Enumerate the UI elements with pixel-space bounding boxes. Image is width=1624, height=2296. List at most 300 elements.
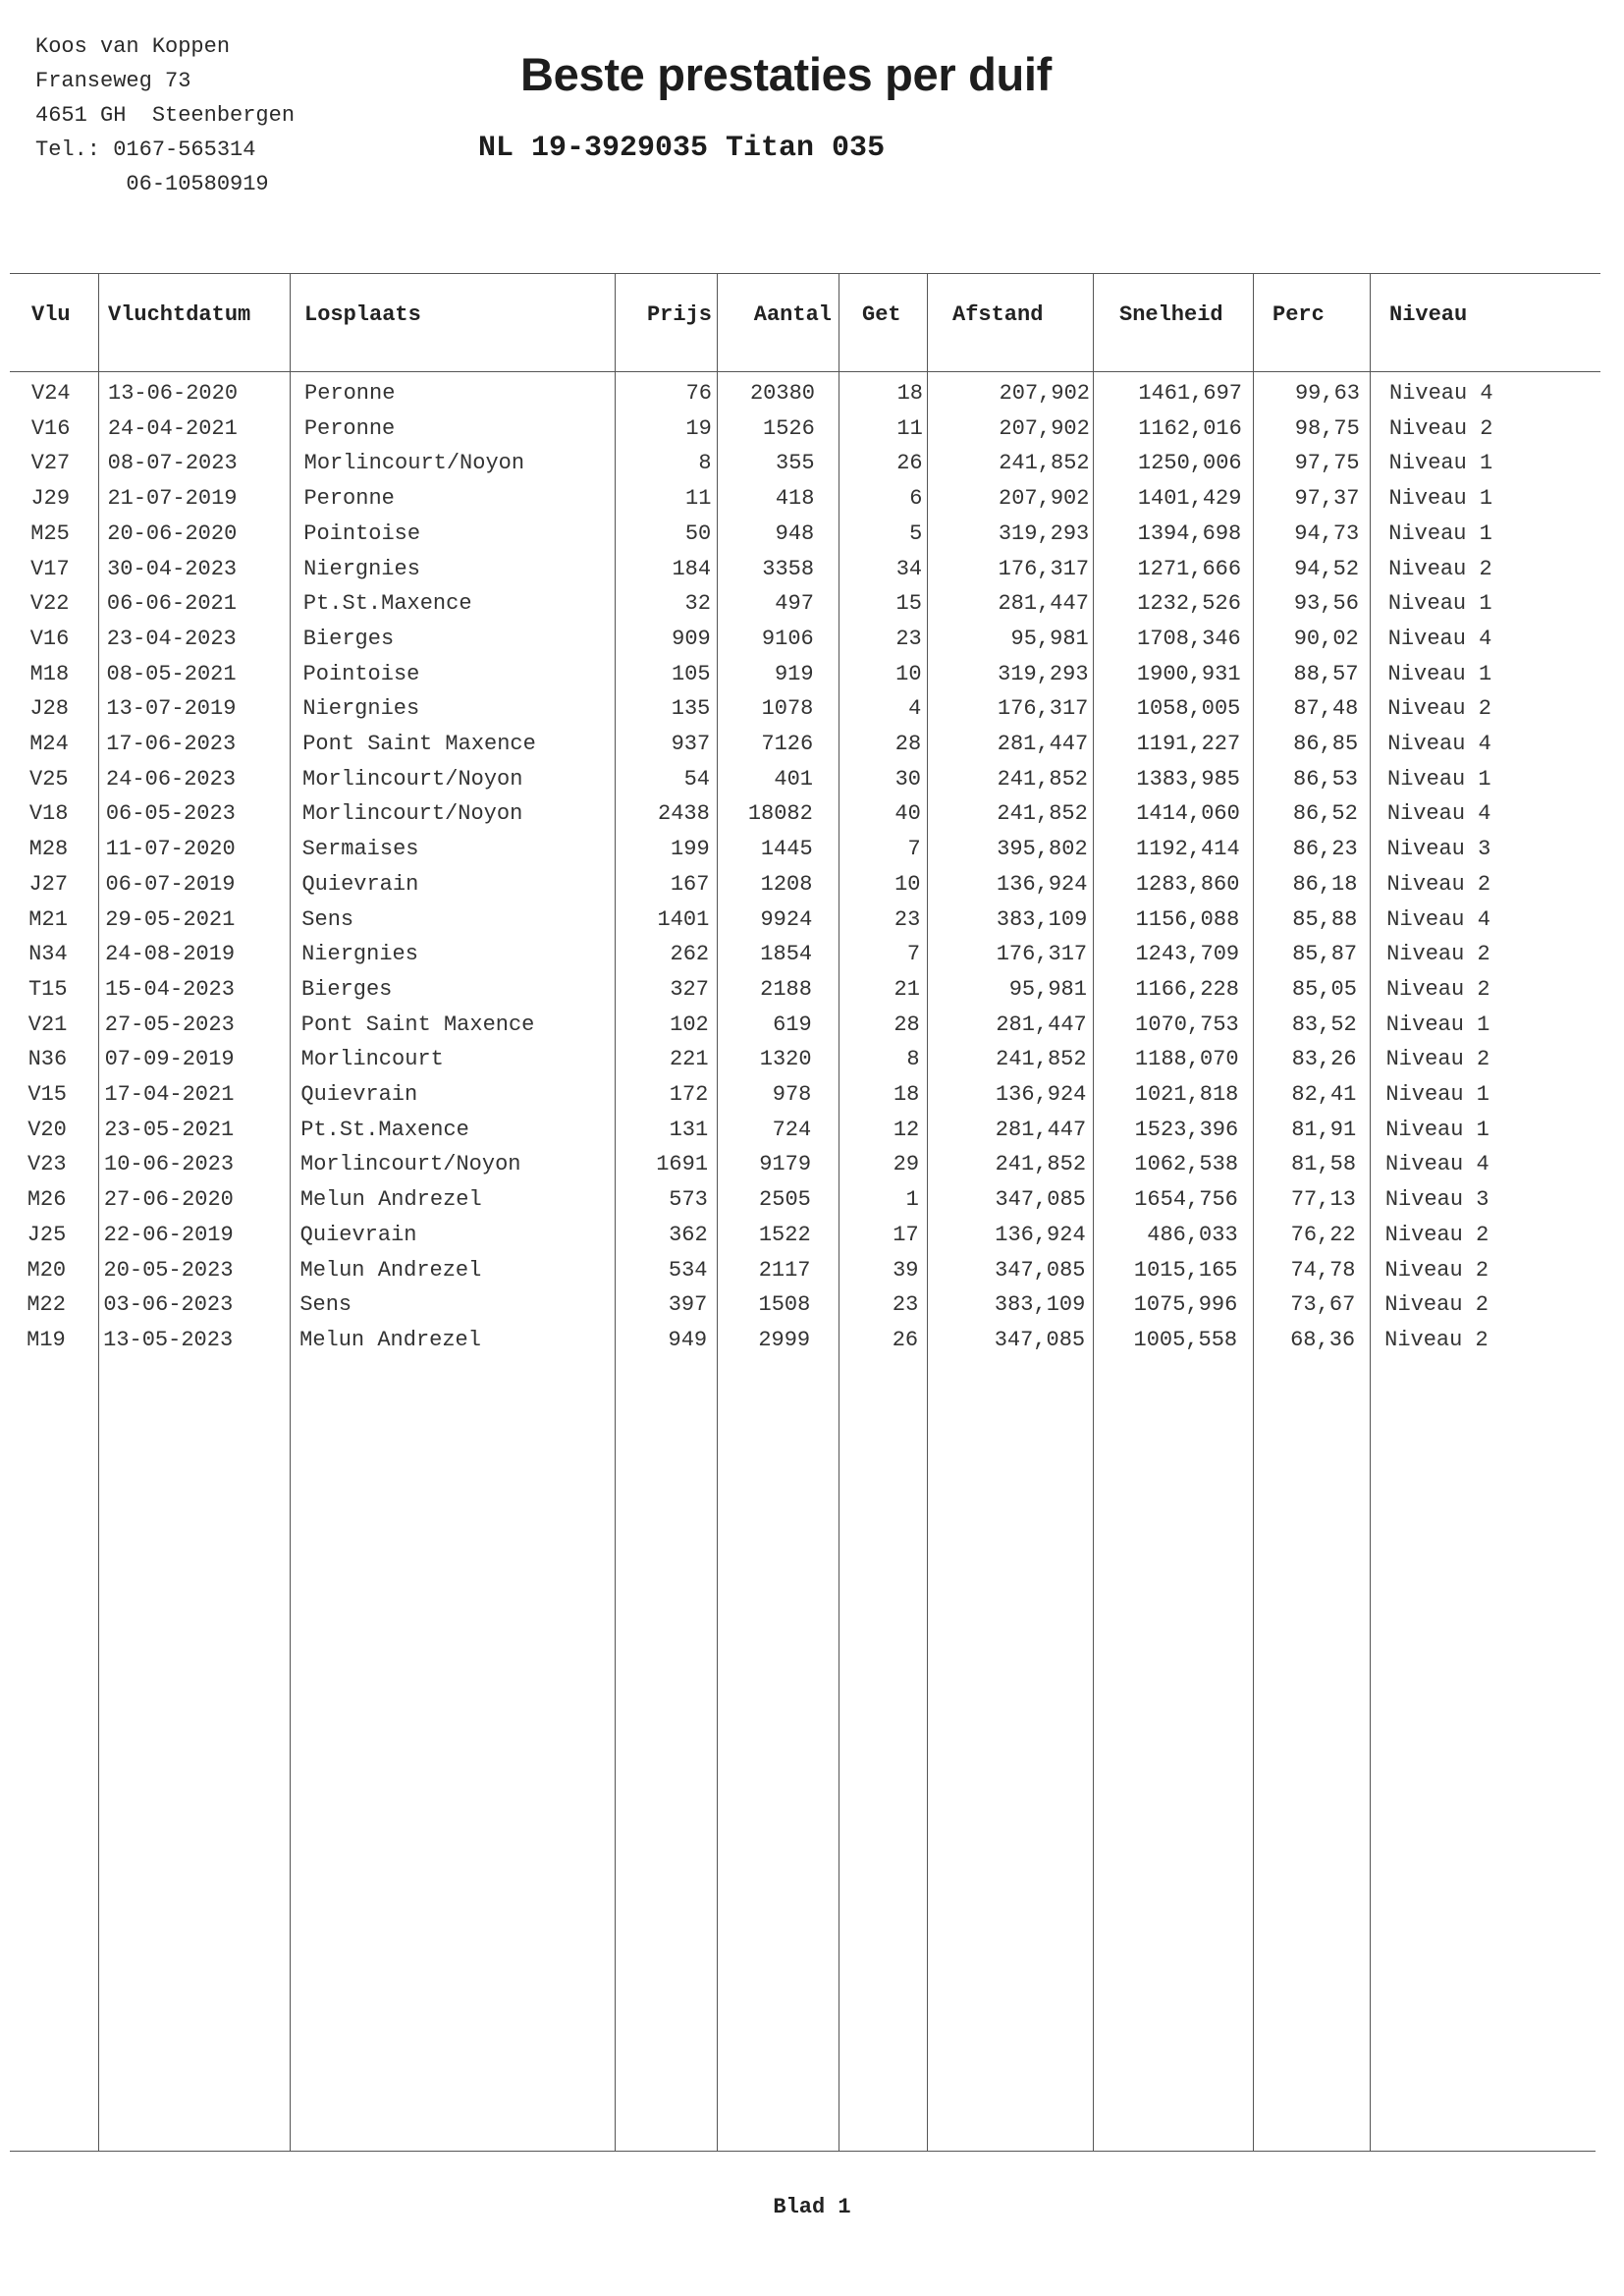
cell-get: 34 xyxy=(895,556,923,581)
cell-get: 10 xyxy=(894,871,921,897)
cell-vlu: V27 xyxy=(30,451,71,476)
cell-losplaats: Morlincourt xyxy=(300,1047,444,1072)
cell-vluchtdatum: 13-05-2023 xyxy=(103,1327,234,1352)
cell-afstand: 176,317 xyxy=(997,696,1089,722)
cell-losplaats: Quievrain xyxy=(301,871,419,897)
cell-afstand: 383,109 xyxy=(996,906,1088,932)
cell-losplaats: Pointoise xyxy=(303,520,421,546)
table-row xyxy=(10,1292,1606,1328)
header-divider xyxy=(10,371,1600,372)
cell-afstand: 241,852 xyxy=(997,766,1089,792)
cell-niveau: Niveau 4 xyxy=(1389,381,1493,406)
table-row xyxy=(10,1223,1606,1258)
cell-vlu: V21 xyxy=(27,1011,68,1037)
cell-prijs: 76 xyxy=(685,381,712,406)
table-row xyxy=(10,591,1606,627)
cell-prijs: 167 xyxy=(670,871,710,897)
cell-get: 26 xyxy=(896,451,923,476)
cell-vluchtdatum: 10-06-2023 xyxy=(104,1152,235,1177)
cell-afstand: 136,924 xyxy=(997,871,1088,897)
cell-vlu: J28 xyxy=(29,696,69,722)
cell-afstand: 95,981 xyxy=(1008,976,1087,1002)
cell-losplaats: Morlincourt/Noyon xyxy=(301,801,523,827)
cell-snelheid: 1156,088 xyxy=(1135,906,1240,932)
cell-snelheid: 1232,526 xyxy=(1137,591,1241,617)
cell-losplaats: Pont Saint Maxence xyxy=(302,732,536,756)
cell-losplaats: Bierges xyxy=(300,976,393,1002)
cell-perc: 83,26 xyxy=(1291,1047,1357,1072)
table-row xyxy=(10,801,1606,837)
cell-niveau: Niveau 2 xyxy=(1384,1257,1489,1283)
cell-get: 29 xyxy=(893,1152,920,1177)
cell-perc: 85,88 xyxy=(1292,906,1358,932)
table-row xyxy=(10,521,1606,557)
cell-prijs: 199 xyxy=(671,837,710,862)
cell-snelheid: 1191,227 xyxy=(1136,732,1241,756)
cell-perc: 86,23 xyxy=(1292,837,1358,862)
cell-aantal: 1522 xyxy=(758,1222,811,1247)
cell-niveau: Niveau 2 xyxy=(1386,871,1491,897)
cell-get: 17 xyxy=(893,1222,919,1247)
cell-aantal: 9106 xyxy=(761,626,814,651)
cell-get: 7 xyxy=(907,837,921,862)
cell-aantal: 2188 xyxy=(760,976,812,1002)
cell-losplaats: Niergnies xyxy=(302,696,420,722)
cell-snelheid: 1075,996 xyxy=(1133,1292,1238,1318)
cell-afstand: 95,981 xyxy=(1010,626,1089,651)
table-row xyxy=(10,1082,1606,1118)
cell-get: 18 xyxy=(893,1082,920,1107)
cell-vlu: M21 xyxy=(28,906,68,932)
cell-niveau: Niveau 2 xyxy=(1384,1222,1489,1247)
cell-vluchtdatum: 17-04-2021 xyxy=(104,1082,235,1107)
cell-snelheid: 1708,346 xyxy=(1137,626,1241,651)
cell-vlu: V15 xyxy=(27,1082,67,1107)
cell-snelheid: 1015,165 xyxy=(1133,1257,1238,1283)
table-row xyxy=(10,1118,1606,1153)
cell-perc: 74,78 xyxy=(1290,1257,1356,1283)
cell-vluchtdatum: 30-04-2023 xyxy=(107,556,238,581)
sender-address xyxy=(35,29,295,201)
cell-prijs: 135 xyxy=(671,696,711,722)
cell-get: 23 xyxy=(895,626,922,651)
cell-snelheid: 1070,753 xyxy=(1135,1011,1239,1037)
cell-get: 26 xyxy=(892,1327,919,1352)
cell-prijs: 362 xyxy=(669,1222,708,1247)
table-row xyxy=(10,1152,1606,1187)
column-header-snelheid: Snelheid xyxy=(1119,302,1223,327)
cell-losplaats: Melun Andrezel xyxy=(299,1257,482,1283)
cell-afstand: 347,085 xyxy=(994,1327,1086,1352)
cell-vluchtdatum: 24-08-2019 xyxy=(105,942,236,967)
cell-losplaats: Morlincourt/Noyon xyxy=(302,766,523,792)
column-header-afstand: Afstand xyxy=(952,302,1044,327)
cell-vluchtdatum: 27-05-2023 xyxy=(104,1011,235,1037)
cell-losplaats: Morlincourt/Noyon xyxy=(300,1152,521,1177)
cell-get: 28 xyxy=(894,732,922,756)
table-row xyxy=(10,627,1606,662)
cell-niveau: Niveau 2 xyxy=(1388,415,1493,441)
cell-perc: 94,52 xyxy=(1294,556,1360,581)
column-header-perc: Perc xyxy=(1272,302,1325,327)
table-row xyxy=(10,837,1606,872)
cell-afstand: 383,109 xyxy=(994,1292,1086,1318)
cell-prijs: 184 xyxy=(672,556,712,581)
cell-aantal: 1208 xyxy=(760,871,813,897)
cell-get: 23 xyxy=(892,1292,919,1318)
cell-prijs: 105 xyxy=(671,661,711,686)
cell-prijs: 534 xyxy=(668,1257,708,1283)
table-row xyxy=(10,872,1606,907)
sender-line: Tel.: 0167-565314 xyxy=(35,137,256,162)
cell-afstand: 281,447 xyxy=(998,591,1089,617)
cell-get: 23 xyxy=(893,906,921,932)
cell-aantal: 1320 xyxy=(759,1047,812,1072)
cell-prijs: 262 xyxy=(670,942,710,967)
cell-afstand: 319,293 xyxy=(998,520,1090,546)
cell-vluchtdatum: 24-06-2023 xyxy=(106,766,237,792)
cell-aantal: 1854 xyxy=(760,942,813,967)
cell-afstand: 241,852 xyxy=(996,1047,1087,1072)
cell-get: 21 xyxy=(893,976,920,1002)
cell-vluchtdatum: 17-06-2023 xyxy=(106,732,237,756)
cell-niveau: Niveau 4 xyxy=(1386,906,1490,932)
table-row xyxy=(10,1328,1606,1363)
cell-losplaats: Peronne xyxy=(303,486,395,512)
table-row xyxy=(10,977,1606,1012)
cell-vluchtdatum: 23-05-2021 xyxy=(104,1117,235,1142)
cell-get: 39 xyxy=(893,1257,919,1283)
cell-aantal: 418 xyxy=(775,486,815,512)
cell-perc: 97,75 xyxy=(1294,451,1360,476)
cell-vluchtdatum: 27-06-2020 xyxy=(103,1187,234,1213)
page-title: Beste prestaties per duif xyxy=(520,48,1053,100)
cell-perc: 93,56 xyxy=(1293,591,1359,617)
table-row xyxy=(10,662,1606,697)
cell-snelheid: 1188,070 xyxy=(1134,1047,1239,1072)
cell-afstand: 136,924 xyxy=(995,1082,1087,1107)
cell-afstand: 136,924 xyxy=(995,1222,1086,1247)
cell-prijs: 397 xyxy=(668,1292,708,1318)
cell-perc: 86,85 xyxy=(1293,732,1359,756)
cell-snelheid: 1383,985 xyxy=(1136,766,1241,792)
cell-snelheid: 1192,414 xyxy=(1136,837,1240,862)
cell-aantal: 3358 xyxy=(762,556,815,581)
cell-aantal: 9924 xyxy=(760,906,813,932)
cell-snelheid: 1021,818 xyxy=(1134,1082,1239,1107)
cell-snelheid: 1243,709 xyxy=(1135,942,1240,967)
cell-vluchtdatum: 08-05-2021 xyxy=(106,661,237,686)
cell-get: 11 xyxy=(896,415,923,441)
cell-vlu: V25 xyxy=(29,766,69,792)
cell-prijs: 327 xyxy=(670,976,709,1002)
cell-vluchtdatum: 07-09-2019 xyxy=(104,1047,235,1072)
cell-snelheid: 1401,429 xyxy=(1137,486,1242,512)
cell-snelheid: 1523,396 xyxy=(1134,1117,1239,1142)
cell-snelheid: 1062,538 xyxy=(1134,1152,1239,1177)
cell-prijs: 937 xyxy=(671,732,711,756)
cell-perc: 83,52 xyxy=(1291,1011,1357,1037)
table-row xyxy=(10,451,1606,486)
cell-aantal: 2117 xyxy=(758,1257,811,1283)
cell-niveau: Niveau 4 xyxy=(1387,732,1491,756)
cell-prijs: 131 xyxy=(669,1117,709,1142)
cell-snelheid: 1654,756 xyxy=(1134,1187,1238,1213)
cell-niveau: Niveau 1 xyxy=(1387,591,1492,617)
cell-vluchtdatum: 15-04-2023 xyxy=(104,976,235,1002)
cell-get: 28 xyxy=(893,1011,920,1037)
cell-prijs: 573 xyxy=(669,1187,708,1213)
cell-snelheid: 1900,931 xyxy=(1136,661,1241,686)
cell-vluchtdatum: 21-07-2019 xyxy=(107,486,238,512)
cell-perc: 81,91 xyxy=(1291,1117,1357,1142)
cell-vlu: J25 xyxy=(27,1222,67,1247)
table-row xyxy=(10,696,1606,732)
cell-snelheid: 486,033 xyxy=(1147,1222,1238,1247)
cell-vlu: T15 xyxy=(27,976,68,1002)
cell-losplaats: Melun Andrezel xyxy=(299,1327,481,1352)
cell-perc: 85,87 xyxy=(1292,942,1358,967)
cell-vlu: J29 xyxy=(30,486,71,512)
table-row xyxy=(10,907,1606,943)
cell-prijs: 221 xyxy=(669,1047,709,1072)
cell-aantal: 355 xyxy=(776,451,815,476)
cell-vluchtdatum: 13-07-2019 xyxy=(106,696,237,722)
cell-aantal: 497 xyxy=(775,591,814,617)
cell-vlu: M18 xyxy=(29,661,70,686)
cell-perc: 97,37 xyxy=(1294,486,1360,512)
cell-vluchtdatum: 22-06-2019 xyxy=(103,1222,234,1247)
column-header-prijs: Prijs xyxy=(646,302,712,327)
cell-snelheid: 1461,697 xyxy=(1138,381,1242,406)
cell-prijs: 1691 xyxy=(656,1152,709,1177)
cell-losplaats: Quievrain xyxy=(299,1222,417,1247)
cell-perc: 90,02 xyxy=(1293,626,1359,651)
cell-vluchtdatum: 24-04-2021 xyxy=(107,415,238,441)
cell-vluchtdatum: 13-06-2020 xyxy=(108,381,239,406)
cell-get: 7 xyxy=(906,942,921,967)
cell-get: 6 xyxy=(909,486,923,512)
cell-niveau: Niveau 3 xyxy=(1386,837,1491,862)
cell-prijs: 54 xyxy=(683,766,711,792)
cell-perc: 85,05 xyxy=(1291,976,1357,1002)
cell-vlu: V16 xyxy=(30,415,71,441)
cell-perc: 73,67 xyxy=(1290,1292,1356,1318)
cell-afstand: 281,447 xyxy=(996,1011,1087,1037)
cell-losplaats: Peronne xyxy=(304,381,396,406)
cell-aantal: 2505 xyxy=(759,1187,811,1213)
cell-perc: 87,48 xyxy=(1293,696,1359,722)
cell-afstand: 241,852 xyxy=(999,451,1090,476)
cell-niveau: Niveau 1 xyxy=(1385,1011,1490,1037)
cell-vluchtdatum: 08-07-2023 xyxy=(107,451,238,476)
cell-vluchtdatum: 29-05-2021 xyxy=(105,906,236,932)
cell-losplaats: Morlincourt/Noyon xyxy=(303,451,525,476)
cell-vluchtdatum: 20-06-2020 xyxy=(107,520,238,546)
cell-get: 4 xyxy=(908,696,922,722)
cell-aantal: 2999 xyxy=(758,1327,811,1352)
cell-niveau: Niveau 2 xyxy=(1386,942,1490,967)
table-row xyxy=(10,1187,1606,1223)
cell-niveau: Niveau 1 xyxy=(1385,1117,1489,1142)
cell-vlu: N36 xyxy=(27,1047,68,1072)
cell-losplaats: Pont Saint Maxence xyxy=(300,1011,535,1037)
cell-afstand: 395,802 xyxy=(997,837,1088,862)
cell-prijs: 172 xyxy=(669,1082,709,1107)
cell-get: 30 xyxy=(894,766,922,792)
column-header-vlu: Vlu xyxy=(31,302,71,327)
cell-vlu: V20 xyxy=(27,1117,67,1142)
cell-niveau: Niveau 2 xyxy=(1388,556,1492,581)
cell-vlu: V18 xyxy=(28,801,69,827)
cell-losplaats: Niergnies xyxy=(301,942,418,967)
cell-vlu: V24 xyxy=(31,381,71,406)
cell-niveau: Niveau 4 xyxy=(1385,1152,1489,1177)
sender-line: Koos van Koppen xyxy=(35,34,231,59)
column-header-aantal: Aantal xyxy=(753,302,832,327)
cell-vlu: V23 xyxy=(27,1152,67,1177)
cell-losplaats: Sens xyxy=(299,1292,352,1318)
cell-vlu: M25 xyxy=(30,520,70,546)
cell-aantal: 9179 xyxy=(759,1152,812,1177)
cell-niveau: Niveau 2 xyxy=(1385,976,1490,1002)
cell-aantal: 724 xyxy=(772,1117,812,1142)
cell-afstand: 319,293 xyxy=(998,661,1089,686)
table-row xyxy=(10,486,1606,521)
cell-vlu: M22 xyxy=(27,1292,66,1318)
cell-perc: 86,52 xyxy=(1292,801,1358,827)
cell-niveau: Niveau 2 xyxy=(1384,1292,1489,1318)
cell-perc: 98,75 xyxy=(1294,415,1360,441)
cell-aantal: 1508 xyxy=(758,1292,811,1318)
cell-niveau: Niveau 1 xyxy=(1388,451,1493,476)
cell-niveau: Niveau 1 xyxy=(1387,766,1491,792)
table-bottom-border xyxy=(10,2151,1596,2152)
cell-afstand: 347,085 xyxy=(995,1187,1086,1213)
cell-niveau: Niveau 1 xyxy=(1387,661,1492,686)
cell-afstand: 207,902 xyxy=(999,486,1090,512)
cell-aantal: 7126 xyxy=(761,732,814,756)
cell-vlu: V16 xyxy=(29,626,70,651)
cell-vluchtdatum: 06-07-2019 xyxy=(105,871,236,897)
cell-afstand: 281,447 xyxy=(995,1117,1087,1142)
cell-vlu: M24 xyxy=(29,732,69,756)
cell-snelheid: 1005,558 xyxy=(1133,1327,1238,1352)
cell-vlu: M26 xyxy=(27,1187,67,1213)
cell-afstand: 176,317 xyxy=(998,556,1090,581)
cell-niveau: Niveau 4 xyxy=(1387,626,1492,651)
table-row xyxy=(10,942,1606,977)
cell-vlu: V17 xyxy=(30,556,70,581)
table-row xyxy=(10,416,1606,452)
cell-niveau: Niveau 1 xyxy=(1388,520,1492,546)
cell-aantal: 919 xyxy=(774,661,814,686)
cell-vluchtdatum: 03-06-2023 xyxy=(103,1292,234,1318)
cell-vluchtdatum: 11-07-2020 xyxy=(105,837,236,862)
cell-snelheid: 1166,228 xyxy=(1135,976,1239,1002)
cell-afstand: 347,085 xyxy=(995,1257,1086,1283)
cell-get: 18 xyxy=(896,381,923,406)
sender-line: 4651 GH Steenbergen xyxy=(35,103,296,128)
cell-aantal: 948 xyxy=(775,520,815,546)
cell-perc: 76,22 xyxy=(1290,1222,1356,1247)
cell-perc: 86,18 xyxy=(1292,871,1358,897)
cell-vlu: N34 xyxy=(28,942,68,967)
cell-snelheid: 1250,006 xyxy=(1138,451,1242,476)
cell-aantal: 1526 xyxy=(763,415,815,441)
cell-prijs: 1401 xyxy=(657,906,710,932)
cell-aantal: 401 xyxy=(774,766,814,792)
cell-vlu: M28 xyxy=(28,837,69,862)
table-row xyxy=(10,381,1606,416)
cell-prijs: 2438 xyxy=(658,801,710,827)
cell-aantal: 1078 xyxy=(761,696,814,722)
cell-snelheid: 1394,698 xyxy=(1137,520,1242,546)
cell-snelheid: 1058,005 xyxy=(1136,696,1241,722)
cell-losplaats: Niergnies xyxy=(303,556,420,581)
cell-niveau: Niveau 1 xyxy=(1388,486,1493,512)
cell-losplaats: Pointoise xyxy=(302,661,420,686)
cell-losplaats: Sens xyxy=(301,906,354,932)
cell-perc: 68,36 xyxy=(1290,1327,1356,1352)
cell-get: 40 xyxy=(894,801,921,827)
cell-aantal: 20380 xyxy=(749,381,815,406)
cell-aantal: 619 xyxy=(773,1011,812,1037)
table-row xyxy=(10,1047,1606,1082)
cell-losplaats: Pt.St.Maxence xyxy=(302,591,472,617)
table-top-border xyxy=(10,273,1600,274)
cell-prijs: 19 xyxy=(685,415,712,441)
sender-line: 06-10580919 xyxy=(35,172,269,196)
cell-snelheid: 1271,666 xyxy=(1137,556,1242,581)
column-header-vluchtdatum: Vluchtdatum xyxy=(108,302,251,327)
table-row xyxy=(10,1012,1606,1048)
cell-vlu: J27 xyxy=(28,871,69,897)
cell-losplaats: Sermaises xyxy=(301,837,419,862)
cell-losplaats: Quievrain xyxy=(300,1082,418,1107)
cell-afstand: 176,317 xyxy=(996,942,1088,967)
table-row xyxy=(10,732,1606,767)
cell-perc: 86,53 xyxy=(1293,766,1359,792)
cell-prijs: 909 xyxy=(672,626,711,651)
cell-prijs: 949 xyxy=(668,1327,708,1352)
cell-afstand: 241,852 xyxy=(997,801,1088,827)
results-table xyxy=(10,273,1606,2159)
cell-afstand: 207,902 xyxy=(999,381,1090,406)
cell-afstand: 241,852 xyxy=(995,1152,1087,1177)
cell-perc: 88,57 xyxy=(1293,661,1359,686)
cell-prijs: 11 xyxy=(685,486,712,512)
cell-afstand: 281,447 xyxy=(997,732,1089,756)
column-header-niveau: Niveau xyxy=(1389,302,1468,327)
column-header-losplaats: Losplaats xyxy=(304,302,421,327)
cell-aantal: 1445 xyxy=(760,837,813,862)
cell-losplaats: Melun Andrezel xyxy=(299,1187,482,1213)
cell-losplaats: Bierges xyxy=(302,626,395,651)
table-row xyxy=(10,767,1606,802)
cell-get: 1 xyxy=(905,1187,919,1213)
cell-perc: 77,13 xyxy=(1290,1187,1356,1213)
cell-prijs: 32 xyxy=(684,591,711,617)
cell-vluchtdatum: 06-06-2021 xyxy=(106,591,237,617)
page-number: Blad 1 xyxy=(773,2195,851,2219)
cell-perc: 81,58 xyxy=(1291,1152,1357,1177)
cell-prijs: 102 xyxy=(670,1011,709,1037)
cell-get: 5 xyxy=(909,520,923,546)
cell-vluchtdatum: 06-05-2023 xyxy=(105,801,236,827)
cell-vluchtdatum: 23-04-2023 xyxy=(106,626,237,651)
cell-niveau: Niveau 3 xyxy=(1384,1187,1489,1213)
